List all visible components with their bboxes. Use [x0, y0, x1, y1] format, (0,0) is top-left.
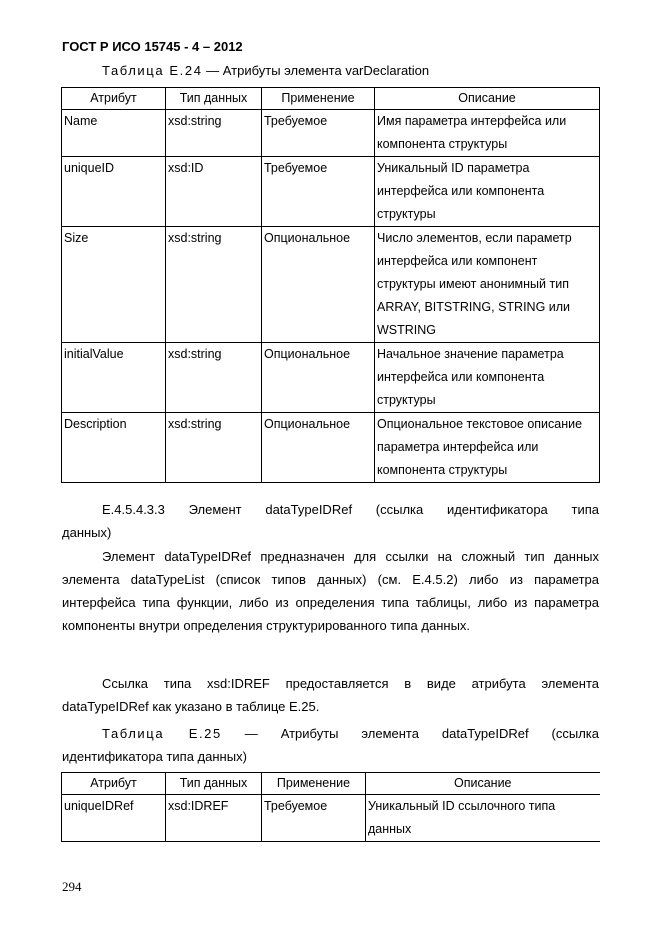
- column-header: Атрибут: [62, 88, 166, 110]
- section-heading-line1: [62, 498, 599, 521]
- document-header: ГОСТ Р ИСО 15745 - 4 – 2012: [62, 39, 243, 54]
- column-header: Тип данных: [166, 88, 262, 110]
- table-cell: initialValue: [62, 343, 166, 413]
- table-cell: uniqueID: [62, 157, 166, 227]
- table-cell: Начальное значение параметра интерфейса или компонента структуры: [375, 343, 600, 413]
- table1-caption-label: Таблица Е.24: [102, 63, 203, 78]
- column-header: Тип данных: [166, 773, 262, 795]
- paragraph-1-text: Элемент dataTypeIDRef предназначен для ссылки на сложный тип данных элемента dataTypeList (список типов данных) (см. Е.4.5.2) либо из параметра интерфейса типа функции, либо из определения типа таблицы, либо из параметра компоненты внутри определения структурированного типа данных.: [62, 549, 599, 633]
- table-cell: xsd:string: [166, 110, 262, 157]
- paragraph-2: [62, 672, 599, 718]
- table-row: [62, 343, 600, 413]
- column-header: Применение: [262, 88, 375, 110]
- table-cell: Имя параметра интерфейса или компонента структуры: [375, 110, 600, 157]
- table-e25: [61, 772, 600, 842]
- paragraph-1: [62, 545, 599, 637]
- table-cell: Description: [62, 413, 166, 483]
- table-header-row: [62, 773, 600, 795]
- table-cell: uniqueIDRef: [62, 795, 166, 842]
- table-cell: Опциональное: [262, 413, 375, 483]
- table2-caption-line2: идентификатора типа данных): [62, 749, 247, 764]
- table-e24: [61, 87, 600, 483]
- table-cell: Уникальный ID ссылочного типа данных: [366, 795, 600, 842]
- table2-caption-line1: [62, 722, 599, 745]
- table-cell: xsd:string: [166, 343, 262, 413]
- table-cell: Size: [62, 227, 166, 343]
- column-header: Применение: [262, 773, 366, 795]
- column-header: Описание: [366, 773, 600, 795]
- table-cell: xsd:string: [166, 227, 262, 343]
- table-cell: Name: [62, 110, 166, 157]
- table-cell: Уникальный ID параметра интерфейса или компонента структуры: [375, 157, 600, 227]
- table1-caption-text: — Атрибуты элемента varDeclaration: [202, 63, 430, 78]
- table-cell: Опциональное текстовое описание параметра интерфейса или компонента структуры: [375, 413, 600, 483]
- table-cell: Число элементов, если параметр интерфейса или компонент структуры имеют анонимный тип ARRAY, BITSTRING, STRING или WSTRING: [375, 227, 600, 343]
- table-cell: xsd:IDREF: [166, 795, 262, 842]
- paragraph-2-text: Ссылка типа xsd:IDREF предоставляется в виде атрибута элемента dataTypeIDRef как указано в таблице Е.25.: [62, 676, 599, 714]
- table-row: [62, 157, 600, 227]
- table-cell: xsd:string: [166, 413, 262, 483]
- section-heading-line2: данных): [62, 525, 112, 540]
- table-cell: xsd:ID: [166, 157, 262, 227]
- table2-caption-label: Таблица Е.25: [102, 726, 222, 741]
- table-cell: Опциональное: [262, 343, 375, 413]
- table-cell: Требуемое: [262, 157, 375, 227]
- table-header-row: [62, 88, 600, 110]
- column-header: Атрибут: [62, 773, 166, 795]
- table2-caption-text: — Атрибуты элемента dataTypeIDRef (ссылка: [244, 726, 599, 741]
- table-cell: Опциональное: [262, 227, 375, 343]
- table1-caption: [102, 63, 429, 78]
- table-cell: Требуемое: [262, 795, 366, 842]
- table-cell: Требуемое: [262, 110, 375, 157]
- table-row: [62, 227, 600, 343]
- section-heading-text: Е.4.5.4.3.3 Элемент dataTypeIDRef (ссылка идентификатора типа: [102, 502, 599, 517]
- page-number: 294: [62, 879, 82, 894]
- table-row: [62, 413, 600, 483]
- column-header: Описание: [375, 88, 600, 110]
- table-row: [62, 795, 600, 842]
- table-row: [62, 110, 600, 157]
